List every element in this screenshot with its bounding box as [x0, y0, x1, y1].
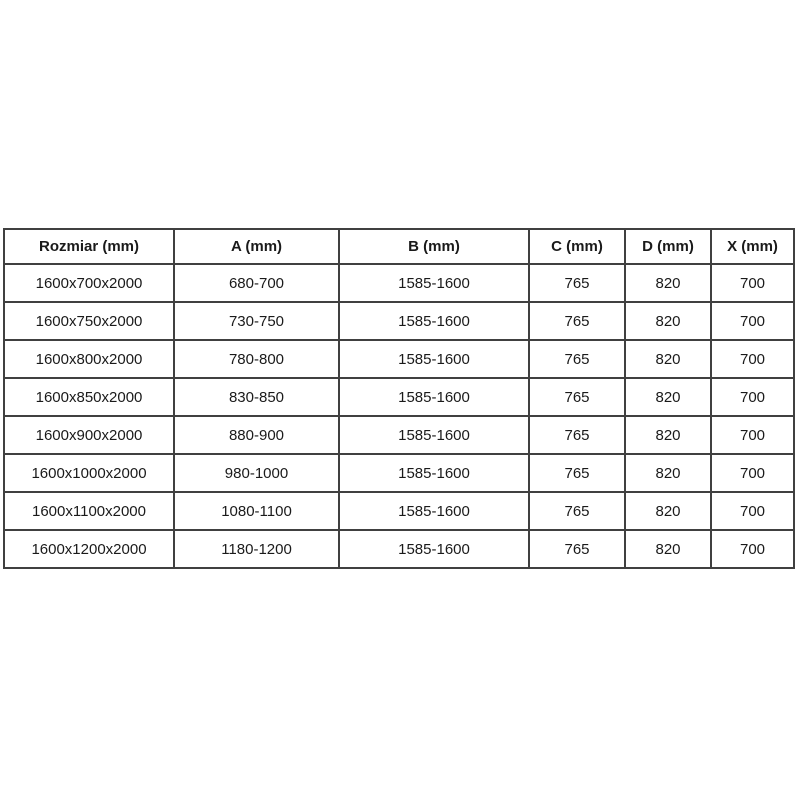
- table-cell: 765: [529, 302, 625, 340]
- table-cell: 765: [529, 416, 625, 454]
- table-cell: 1585-1600: [339, 416, 529, 454]
- table-cell: 680-700: [174, 264, 339, 302]
- table-cell: 1600x1200x2000: [4, 530, 174, 568]
- table-cell: 1600x1000x2000: [4, 454, 174, 492]
- table-cell: 1585-1600: [339, 302, 529, 340]
- table-cell: 880-900: [174, 416, 339, 454]
- table-cell: 1600x1100x2000: [4, 492, 174, 530]
- table-body: [4, 264, 794, 568]
- table-cell: 1600x850x2000: [4, 378, 174, 416]
- column-header: D (mm): [625, 229, 711, 264]
- table-cell: 820: [625, 264, 711, 302]
- table-cell: 1585-1600: [339, 530, 529, 568]
- table-cell: 1600x700x2000: [4, 264, 174, 302]
- table-cell: 820: [625, 378, 711, 416]
- column-header: C (mm): [529, 229, 625, 264]
- table-cell: 820: [625, 340, 711, 378]
- table-cell: 700: [711, 264, 794, 302]
- table-cell: 765: [529, 378, 625, 416]
- table-cell: 780-800: [174, 340, 339, 378]
- table-cell: 820: [625, 416, 711, 454]
- table-header-row: [4, 229, 794, 264]
- table-cell: 765: [529, 492, 625, 530]
- column-header: A (mm): [174, 229, 339, 264]
- table-row: [4, 416, 794, 454]
- table-row: [4, 492, 794, 530]
- table-cell: 820: [625, 530, 711, 568]
- table-cell: 1600x900x2000: [4, 416, 174, 454]
- table-cell: 700: [711, 302, 794, 340]
- table-cell: 700: [711, 340, 794, 378]
- table-cell: 700: [711, 378, 794, 416]
- table-cell: 1600x800x2000: [4, 340, 174, 378]
- table-row: [4, 302, 794, 340]
- table-cell: 820: [625, 492, 711, 530]
- table-cell: 980-1000: [174, 454, 339, 492]
- table-row: [4, 530, 794, 568]
- table-cell: 1585-1600: [339, 264, 529, 302]
- column-header: Rozmiar (mm): [4, 229, 174, 264]
- table-cell: 700: [711, 454, 794, 492]
- table-row: [4, 340, 794, 378]
- table-cell: 1180-1200: [174, 530, 339, 568]
- column-header: X (mm): [711, 229, 794, 264]
- table-cell: 820: [625, 302, 711, 340]
- dimensions-spec-table: [3, 228, 795, 569]
- table-cell: 1585-1600: [339, 492, 529, 530]
- table-cell: 1080-1100: [174, 492, 339, 530]
- table-cell: 820: [625, 454, 711, 492]
- table-row: [4, 454, 794, 492]
- table-cell: 765: [529, 454, 625, 492]
- table-cell: 700: [711, 416, 794, 454]
- table-cell: 765: [529, 340, 625, 378]
- table-cell: 765: [529, 264, 625, 302]
- table-cell: 1585-1600: [339, 454, 529, 492]
- table-cell: 830-850: [174, 378, 339, 416]
- column-header: B (mm): [339, 229, 529, 264]
- table-row: [4, 378, 794, 416]
- table-cell: 1585-1600: [339, 340, 529, 378]
- table-cell: 700: [711, 530, 794, 568]
- table-cell: 730-750: [174, 302, 339, 340]
- table-cell: 1600x750x2000: [4, 302, 174, 340]
- table-cell: 700: [711, 492, 794, 530]
- table-row: [4, 264, 794, 302]
- table-cell: 1585-1600: [339, 378, 529, 416]
- table-cell: 765: [529, 530, 625, 568]
